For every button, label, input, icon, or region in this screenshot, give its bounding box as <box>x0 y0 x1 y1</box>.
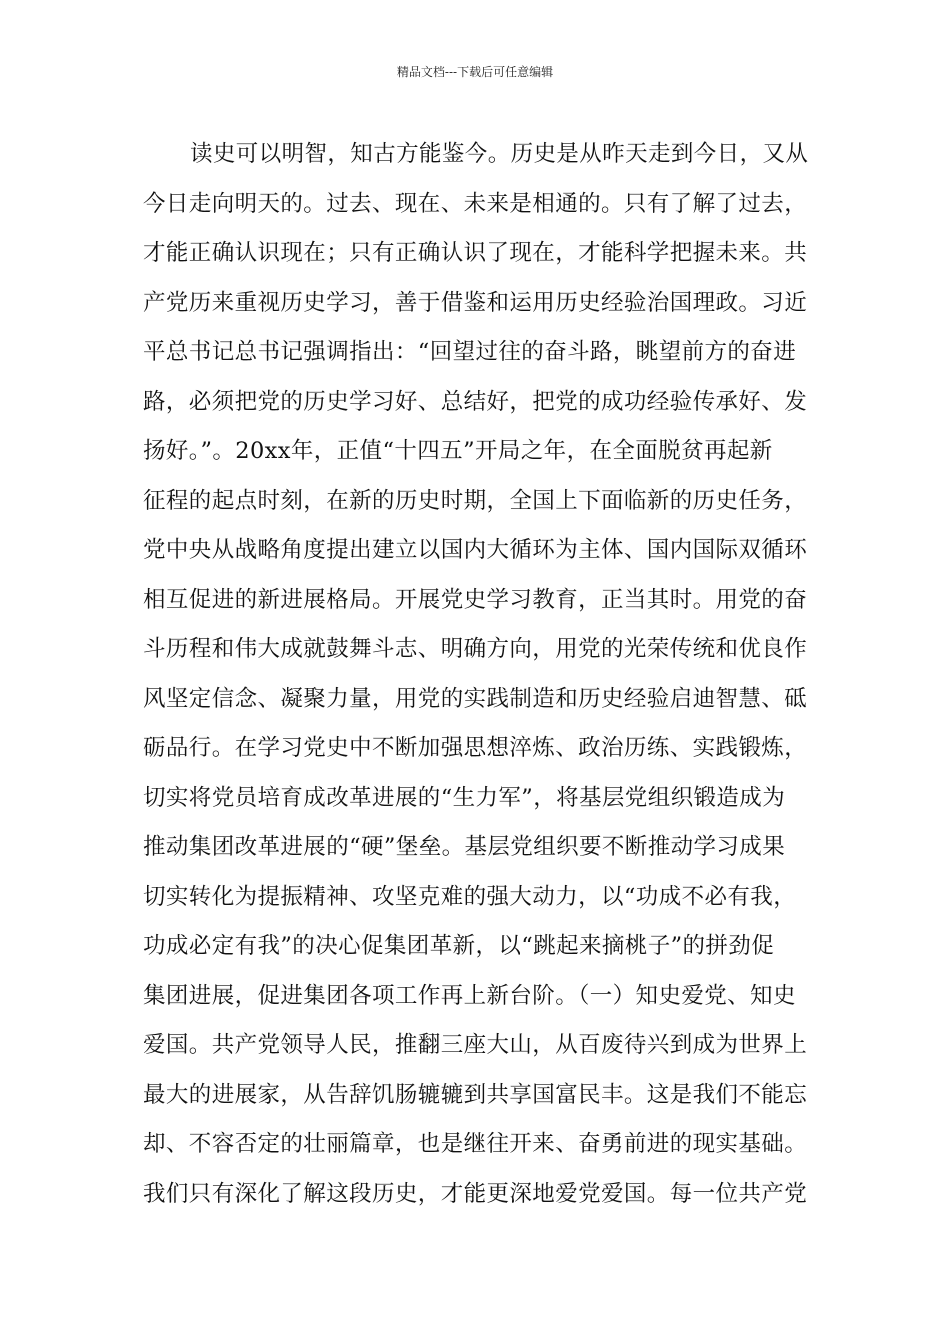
body-line: 才能正确认识现在；只有正确认识了现在，才能科学把握未来。共 <box>143 240 808 266</box>
body-line: 切实转化为提振精神、攻坚克难的强大动力，以“功成不必有我， <box>143 883 797 910</box>
body-line: 党中央从战略角度提出建立以国内大循环为主体、国内国际双循环 <box>143 537 808 563</box>
body-line: 最大的进展家，从告辞饥肠辘辘到共享国富民丰。这是我们不能忘 <box>143 1081 808 1108</box>
body-line: 读史可以明智，知古方能鉴今。历史是从昨天走到今日，又从 <box>190 141 809 167</box>
body-line: 功成必定有我”的决心促集团革新，以“跳起来摘桃子”的拼劲促 <box>143 933 775 959</box>
page-header: 精品文档---下载后可任意编辑 <box>396 65 554 79</box>
body-line: 却、不容否定的壮丽篇章，也是继往开来、奋勇前进的现实基础。 <box>143 1131 808 1157</box>
body-line: 推动集团改革进展的“硬”堡垒。基层党组织要不断推动学习成果 <box>143 834 786 860</box>
body-line: 今日走向明天的。过去、现在、未来是相通的。只有了解了过去， <box>143 190 808 217</box>
body-line: 集团进展，促进集团各项工作再上新台阶。（一）知史爱党、知史 <box>143 982 796 1009</box>
body-line: 爱国。共产党领导人民，推翻三座大山，从百废待兴到成为世界上 <box>143 1032 808 1058</box>
body-line: 征程的起点时刻，在新的历史时期，全国上下面临新的历史任务， <box>143 487 808 514</box>
body-line: 路，必须把党的历史学习好、总结好，把党的成功经验传承好、发 <box>143 388 808 415</box>
body-line: 斗历程和伟大成就鼓舞斗志、明确方向，用党的光荣传统和优良作 <box>143 636 808 662</box>
body-line: 平总书记总书记强调指出：“回望过往的奋斗路，眺望前方的奋进 <box>143 339 797 365</box>
body-line: 我们只有深化了解这段历史，才能更深地爱党爱国。每一位共产党 <box>143 1180 808 1207</box>
body-line: 产党历来重视历史学习，善于借鉴和运用历史经验治国理政。习近 <box>143 289 808 316</box>
body-line: 切实将党员培育成改革进展的“生力军”，将基层党组织锻造成为 <box>143 784 786 811</box>
body-paragraph <box>143 130 811 1219</box>
body-line: 砺品行。在学习党史中不断加强思想淬炼、政治历练、实践锻炼， <box>143 735 808 761</box>
body-line: 相互促进的新进展格局。开展党史学习教育，正当其时。用党的奋 <box>143 586 808 613</box>
body-line: 风坚定信念、凝聚力量，用党的实践制造和历史经验启迪智慧、砥 <box>143 685 808 712</box>
body-line: 扬好。”。20xx年，正值“十四五”开局之年，在全面脱贫再起新 <box>143 438 773 464</box>
